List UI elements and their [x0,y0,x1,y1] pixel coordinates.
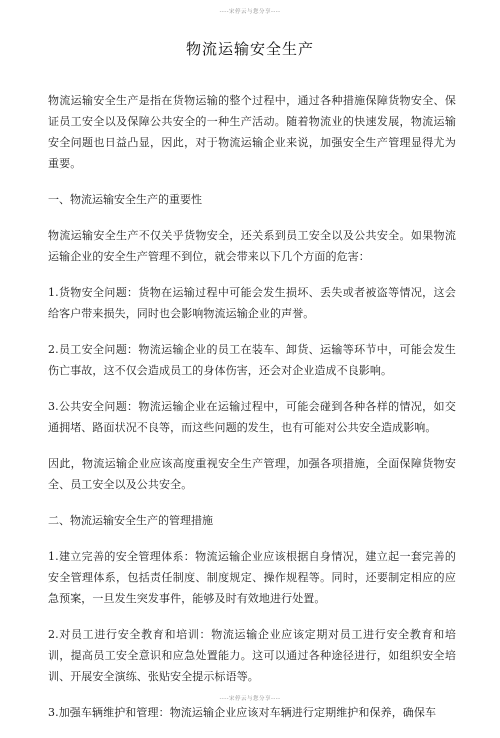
staff-safety-paragraph: 2.员工安全问题：物流运输企业的员工在装车、卸货、运输等环节中，可能会发生伤亡事故，这不仅会造成员工的身体伤害，还会对企业造成不良影响。 [48,343,456,377]
public-safety-paragraph: 3.公共安全问题：物流运输企业在运输过程中，可能会碰到各种各样的情况，如交通拥堵、路面状况不良等，而这些问题的发生，也有可能对公共安全造成影响。 [48,400,456,434]
document-body [48,90,456,738]
page-header: ----宋停云与您分享---- [219,9,281,15]
measure-system-paragraph: 1.建立完善的安全管理体系：物流运输企业应该根据自身情况，建立起一套完善的安全管理体系，包括责任制度、制度规定、操作规程等。同时，还要制定相应的应急预案，一旦发生突发事件，能够及时有效地进行处置。 [48,550,456,605]
measure-vehicle-paragraph: 3.加强车辆维护和管理：物流运输企业应该对车辆进行定期维护和保养，确保车 [48,706,437,719]
importance-paragraph: 物流运输安全生产不仅关乎货物安全，还关系到员工安全以及公共安全。如果物流运输企业的安全生产管理不到位，就会带来以下几个方面的危害： [48,229,456,263]
measure-training-paragraph: 2.对员工进行安全教育和培训：物流运输企业应该定期对员工进行安全教育和培训，提高员工安全意识和应急处置能力。这可以通过各种途径进行，如组织安全培训、开展安全演练、张贴安全提示标语等。 [48,628,456,683]
section-heading-measures: 二、物流运输安全生产的管理措施 [48,514,213,527]
document-title: 物流运输安全生产 [185,40,314,58]
page-footer: ----宋停云与您分享---- [219,696,281,702]
section-heading-importance: 一、物流运输安全生产的重要性 [48,193,202,206]
cargo-safety-paragraph: 1.货物安全问题：货物在运输过程中可能会发生损坏、丢失或者被盗等情况，这会给客户带来损失，同时也会影响物流运输企业的声誉。 [48,286,456,320]
intro-paragraph: 物流运输安全生产是指在货物运输的整个过程中，通过各种措施保障货物安全、保证员工安全以及保障公共安全的一种生产活动。随着物流业的快速发展，物流运输安全问题也日益凸显，因此，对于物流运输企业来说，加强安全生产管理显得尤为重要。 [48,94,456,170]
conclusion-paragraph: 因此，物流运输企业应该高度重视安全生产管理，加强各项措施，全面保障货物安全、员工安全以及公共安全。 [48,457,456,491]
